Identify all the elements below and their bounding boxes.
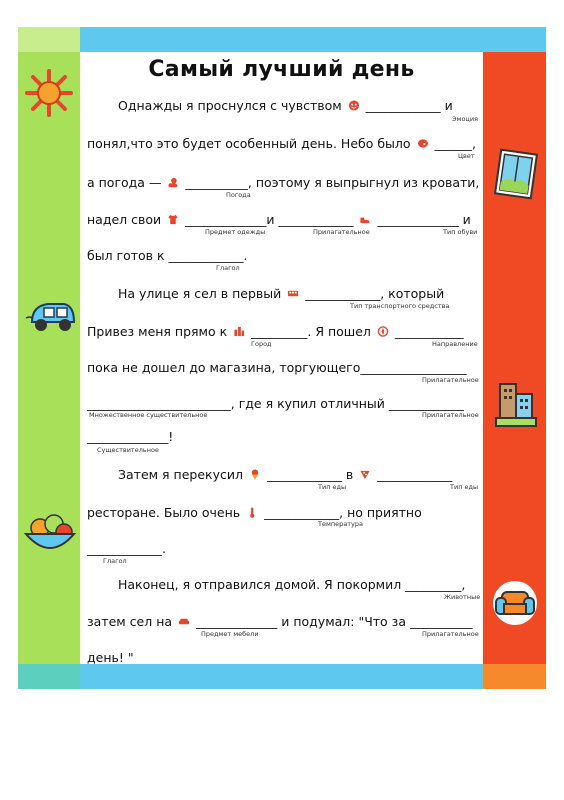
frame-top-right: [483, 27, 546, 52]
buildings-icon: [492, 380, 538, 428]
blank-city[interactable]: _________. Я пошел: [251, 324, 371, 339]
story-line-5: [87, 248, 479, 263]
hint-adjective-4: Прилагательное: [422, 630, 479, 638]
blank-food-2[interactable]: ____________: [377, 467, 453, 482]
hint-noun: Существительное: [97, 446, 159, 454]
frame-right: [483, 52, 546, 664]
hint-clothing: Предмет одежды: [205, 228, 266, 236]
line-text: затем сел на: [87, 614, 173, 629]
blank-verb-1[interactable]: был готов к ____________.: [87, 248, 248, 263]
story-line-8: [87, 360, 479, 375]
story-line-15: [87, 614, 479, 629]
window-icon: [494, 148, 538, 200]
fruit-bowl-icon: [22, 512, 78, 558]
line-text: день! ": [87, 650, 134, 665]
hint-color: Цвет: [458, 152, 475, 160]
story-line-14: [118, 577, 479, 592]
story-line-4: [87, 212, 479, 227]
sofa-icon: [178, 616, 190, 627]
hint-plural-noun: Множественное существительное: [89, 411, 208, 419]
story-line-10: [87, 429, 479, 444]
frame-top: [80, 27, 483, 52]
hint-city: Город: [251, 340, 272, 348]
story-line-11: [118, 467, 479, 482]
blank-transport[interactable]: ____________, который: [305, 286, 445, 301]
car-icon: [24, 296, 78, 336]
line-text: а погода —: [87, 175, 162, 190]
line-text: На улице я сел в первый: [118, 286, 282, 301]
hint-transport-type: Тип транспортного средства: [350, 302, 450, 310]
story-line-9: [87, 396, 479, 411]
story-line-3: [87, 175, 479, 190]
frame-left: [18, 52, 80, 664]
line-text: Однажды я проснулся с чувством: [118, 98, 342, 113]
hint-shoe-type: Тип обуви: [443, 228, 478, 236]
line-text: Привез меня прямо к: [87, 324, 228, 339]
frame-bottom: [80, 664, 483, 689]
pizza-icon: [359, 469, 371, 480]
hint-verb-1: Глагол: [216, 264, 240, 272]
story-line-16: [87, 650, 479, 665]
story-line-6: [118, 286, 479, 301]
page-title: Самый лучший день: [148, 57, 415, 82]
hint-food-type-2: Тип еды: [450, 483, 479, 491]
bus-icon: [287, 288, 299, 299]
hint-weather: Погода: [226, 191, 251, 199]
hint-adjective-1: Прилагательное: [313, 228, 370, 236]
palette-icon: [417, 138, 429, 149]
line-text: понял,что это будет особенный день. Небо было: [87, 136, 411, 151]
hint-furniture: Предмет мебели: [201, 630, 259, 638]
blank-weather[interactable]: __________, поэтому я выпрыгнул из кровати,: [185, 175, 480, 190]
sun-icon: [24, 68, 74, 118]
hint-adjective-3: Прилагательное: [422, 411, 479, 419]
armchair-icon: [490, 578, 540, 628]
blank-verb-2[interactable]: ____________.: [87, 541, 166, 556]
blank-emotion[interactable]: ____________ и: [365, 98, 453, 113]
hint-emotion: Эмоция: [452, 115, 478, 123]
story-line-2: [87, 136, 479, 151]
line-text: надел свои: [87, 212, 162, 227]
hint-verb-2: Глагол: [103, 557, 127, 565]
shoe-icon: [359, 214, 371, 225]
story-line-13: [87, 541, 479, 556]
blank-food-1[interactable]: ____________ в: [266, 467, 354, 482]
shirt-icon: [167, 214, 179, 225]
thermometer-icon: [246, 507, 258, 518]
line-text: Наконец, я отправился домой. Я покормил _________,: [118, 577, 466, 592]
frame-bottom-right: [483, 664, 546, 689]
blank-noun[interactable]: _____________!: [87, 429, 174, 444]
blank-direction[interactable]: ___________: [394, 324, 464, 339]
line-text: пока не дошел до магазина, торгующего_________________: [87, 360, 467, 375]
blank-temperature[interactable]: ____________, но приятно: [264, 505, 422, 520]
frame-top-left: [18, 27, 80, 52]
story-line-7: [87, 324, 479, 339]
hint-temperature: Температура: [318, 520, 363, 528]
blank-furniture[interactable]: _____________ и подумал: "Что за __________: [196, 614, 473, 629]
hint-direction: Направление: [432, 340, 478, 348]
frame-bottom-left: [18, 664, 80, 689]
hint-adjective-2: Прилагательное: [422, 376, 479, 384]
weather-icon: [167, 177, 179, 188]
hint-animals: Животные: [444, 593, 481, 601]
blank-color[interactable]: ______,: [434, 136, 477, 151]
line-text: Затем я перекусил: [118, 467, 243, 482]
compass-icon: [377, 326, 389, 337]
story-line-1: [118, 98, 479, 113]
story-line-12: [87, 505, 479, 520]
ice-cream-icon: [249, 469, 261, 480]
city-icon: [233, 326, 245, 337]
hint-food-type-1: Тип еды: [318, 483, 347, 491]
blank-shoe[interactable]: _____________ и: [377, 212, 471, 227]
smiley-icon: [348, 100, 360, 111]
line-text: ресторане. Было очень: [87, 505, 241, 520]
line-text: _______________________, где я купил отличный ____________: [87, 396, 464, 411]
blank-clothing-adjective[interactable]: _____________и ____________: [185, 212, 354, 227]
